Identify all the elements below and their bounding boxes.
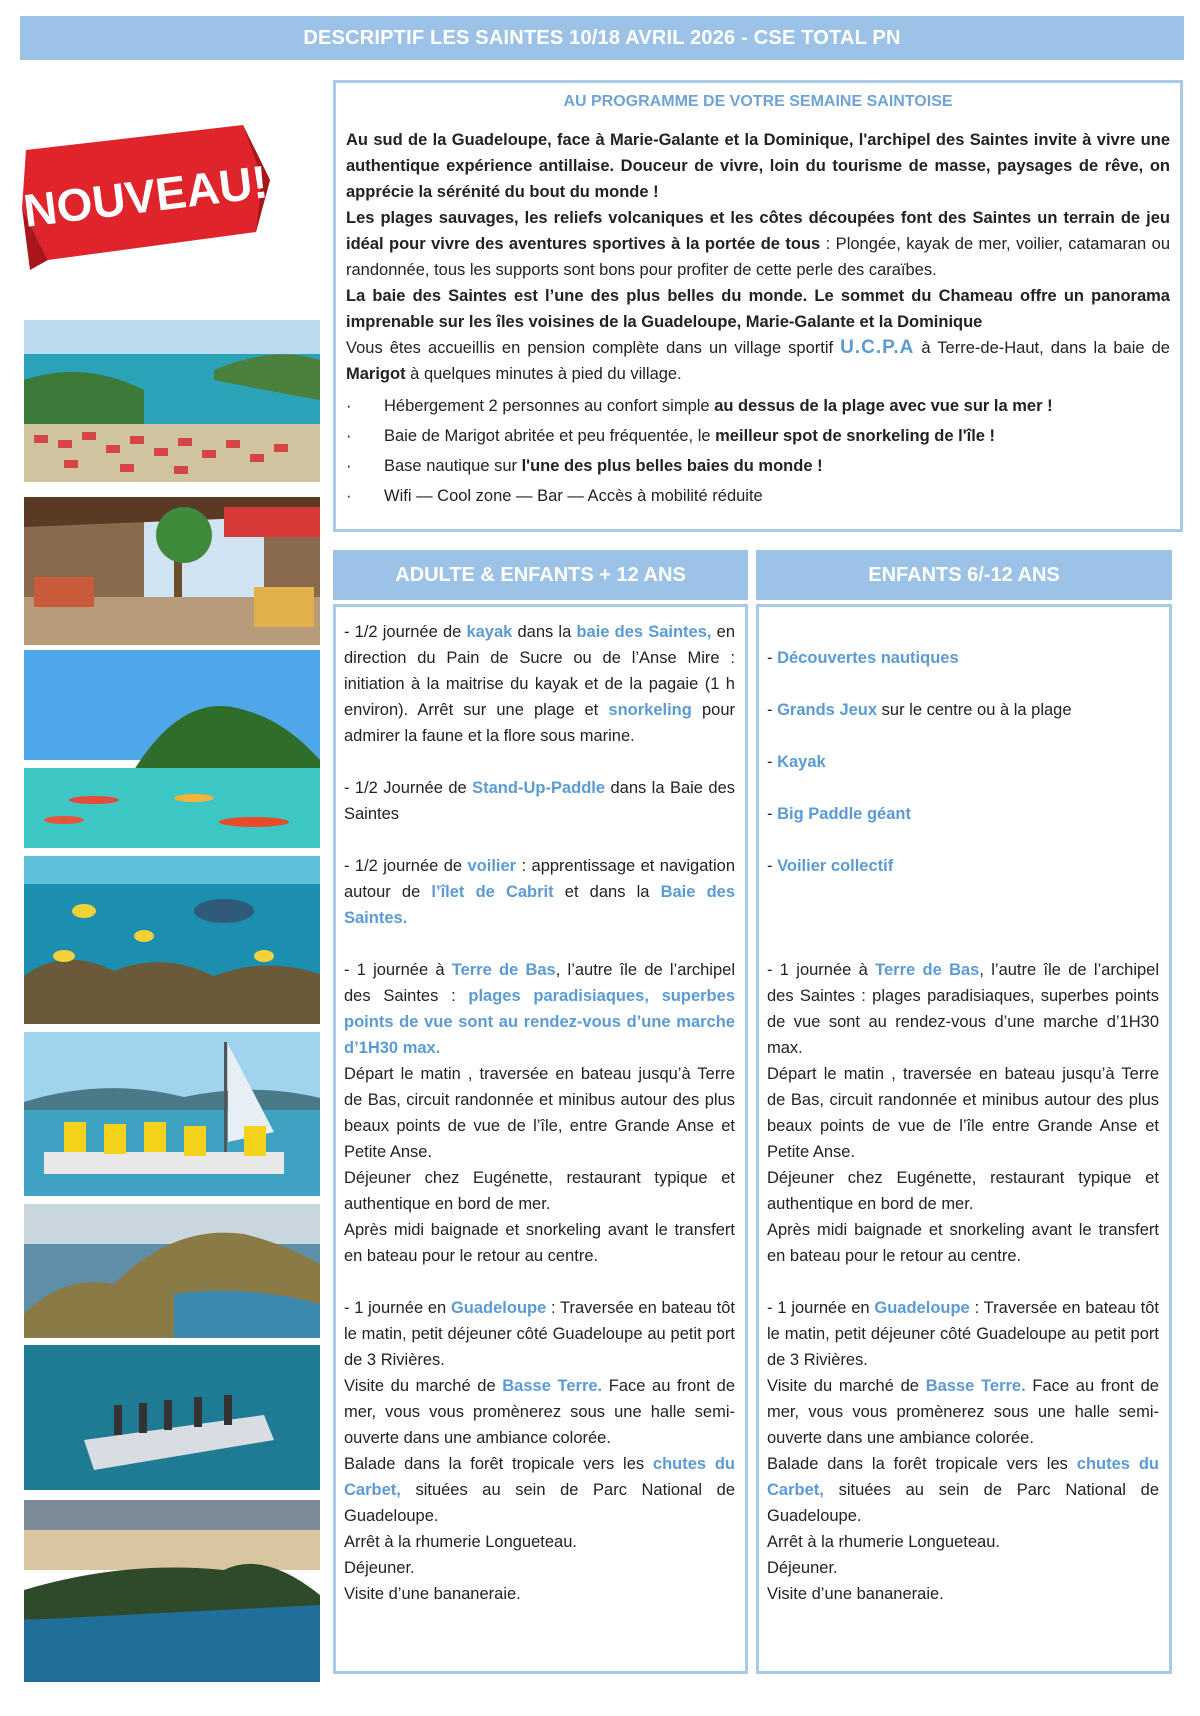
photo-kids-boat <box>24 1032 320 1196</box>
text: - <box>767 805 778 823</box>
highlight: Découvertes nautiques <box>777 649 959 667</box>
highlight: Grands Jeux <box>777 701 878 719</box>
adult-gua-line: Déjeuner. <box>344 1559 415 1577</box>
adult-voilier-item <box>344 853 735 931</box>
adult-gua-line: Visite d’une bananeraie. <box>344 1585 521 1603</box>
text: - <box>767 649 778 667</box>
marigot-label: Marigot <box>346 365 406 383</box>
photo-market-hall <box>24 497 320 645</box>
bullet-item <box>346 391 1170 421</box>
highlight: Baie des Saintes. <box>344 883 735 927</box>
highlight: Big Paddle géant <box>777 805 911 823</box>
kids-item <box>767 645 1159 671</box>
text: - <box>767 753 778 771</box>
highlight: snorkeling <box>608 701 692 719</box>
kids-column-header: ENFANTS 6/-12 ANS <box>756 550 1172 600</box>
bullet-bold: l'une des plus belles baies du monde ! <box>521 457 823 475</box>
bullet-item <box>346 451 1170 481</box>
bullet-text: Hébergement 2 personnes au confort simple <box>384 397 715 415</box>
bullet-text: Baie de Marigot abritée et peu fréquentée, le <box>384 427 716 445</box>
kids-item <box>767 697 1159 723</box>
bullet-text: Base nautique sur <box>384 457 522 475</box>
adult-tdb-line: Départ le matin , traversée en bateau jusqu’à Terre de Bas, circuit randonnée et minibus autour des plus beaux points de vue de l’île, entre Grande Anse et Petite Anse. <box>344 1065 735 1161</box>
kids-tdb-item <box>767 957 1159 1061</box>
adult-kayak-item <box>344 619 735 749</box>
nouveau-badge <box>18 120 276 270</box>
bullet-bold: meilleur spot de snorkeling de l'île ! <box>715 427 996 445</box>
programme-activities <box>346 205 1170 283</box>
adult-gua-line: Arrêt à la rhumerie Longueteau. <box>344 1533 577 1551</box>
text: - 1/2 journée de <box>344 623 467 641</box>
bullet-dot-icon: · <box>346 457 352 475</box>
programme-baie: La baie des Saintes est l’une des plus belles du monde. Le sommet du Chameau offre un panorama imprenable sur les îles voisines de la Guadeloupe, Marie-Galante et la Dominique <box>346 287 1170 331</box>
highlight: l’îlet de Cabrit <box>431 883 554 901</box>
highlight: voilier <box>467 857 517 875</box>
text: : Traversée en bateau tôt le matin, petit déjeuner côté Guadeloupe au petit port de 3 Rivières. <box>344 1299 735 1369</box>
text: - 1 journée en <box>767 1299 875 1317</box>
adult-sup-item <box>344 775 735 827</box>
photo-kayaks-beach <box>24 650 320 848</box>
programme-accueil <box>346 335 1170 387</box>
nouveau-text: NOUVEAU! <box>20 155 271 237</box>
kids-item <box>767 853 1159 879</box>
kids-gua-line <box>767 1451 1159 1529</box>
text: pour admirer la faune et la flore sous marine. <box>344 701 735 745</box>
kids-item <box>767 801 1159 827</box>
bullet-item <box>346 481 1170 511</box>
programme-activities-rest: : Plongée, kayak de mer, voilier, catamaran ou randonnée, tous les supports sont bons pour profiter de cette perle des caraïbes. <box>346 235 1170 279</box>
highlight: baie des Saintes, <box>576 623 712 641</box>
kids-gua-line <box>767 1373 1159 1451</box>
text: - 1 journée à <box>767 961 876 979</box>
text: - 1/2 journée de <box>344 857 468 875</box>
highlight: Terre de Bas <box>875 961 980 979</box>
highlight: Kayak <box>777 753 826 771</box>
text: , l’autre île de l’archipel des Saintes : <box>344 961 735 1005</box>
bullet-dot-icon: · <box>346 427 352 445</box>
kids-gua-line: Visite d’une bananeraie. <box>767 1585 944 1603</box>
adult-gua-line <box>344 1373 735 1451</box>
adult-tdb-line: Après midi baignade et snorkeling avant le transfert en bateau pour le retour au centre. <box>344 1221 735 1265</box>
text: , l’autre île de l’archipel des Saintes : plages paradisiaques, superbes points de vue sont au rendez-vous d’une marche d’1H30 max. <box>767 961 1159 1057</box>
highlight: Basse Terre. <box>502 1377 603 1395</box>
text: Visite du marché de <box>767 1377 926 1395</box>
kids-gua-line: Arrêt à la rhumerie Longueteau. <box>767 1533 1000 1551</box>
adult-column <box>333 604 748 1674</box>
highlight: chutes du Carbet, <box>767 1455 1159 1499</box>
adult-gua-item <box>344 1295 735 1373</box>
highlight: kayak <box>466 623 513 641</box>
highlight: Voilier collectif <box>777 857 894 875</box>
text: dans la <box>512 623 577 641</box>
adult-tdb-item <box>344 957 735 1061</box>
adult-gua-line <box>344 1451 735 1529</box>
text: et dans la <box>553 883 661 901</box>
programme-intro: Au sud de la Guadeloupe, face à Marie-Galante et la Dominique, l'archipel des Saintes invite à vivre une authentique expérience antillaise. Douceur de vivre, loin du tourisme de masse, paysages de rêve, on apprécie la sérénité du bout du monde ! <box>346 131 1170 201</box>
highlight: Stand-Up-Paddle <box>472 779 606 797</box>
photo-snorkeling <box>24 856 320 1024</box>
text: : Traversée en bateau tôt le matin, petit déjeuner côté Guadeloupe au petit port de 3 Rivières. <box>767 1299 1159 1369</box>
text: Visite du marché de <box>344 1377 503 1395</box>
kids-tdb-line: Départ le matin , traversée en bateau jusqu’à Terre de Bas, circuit randonnée et minibus autour des plus beaux points de vue de l’île entre Grande Anse et Petite Anse. <box>767 1065 1159 1161</box>
nouveau-ribbon-icon <box>18 120 276 270</box>
text: - <box>767 857 778 875</box>
text: : apprentissage et navigation autour de <box>344 857 735 901</box>
text: sur le centre ou à la plage <box>877 701 1072 719</box>
ucpa-label: U.C.P.A <box>840 337 915 358</box>
text: - <box>767 701 778 719</box>
highlight: plages paradisiaques, superbes points de vue sont au rendez-vous d’une marche d’1H30 max. <box>344 987 735 1057</box>
bullet-dot-icon: · <box>346 487 352 505</box>
bullet-bold: au dessus de la plage avec vue sur la mer ! <box>714 397 1053 415</box>
text: situées au sein de Parc National de Guadeloupe. <box>767 1481 1159 1525</box>
bullet-text: Wifi — Cool zone — Bar — Accès à mobilité réduite <box>384 487 763 505</box>
text: - 1 journée à <box>344 961 452 979</box>
text: Balade dans la forêt tropicale vers les <box>767 1455 1077 1473</box>
adult-tdb-line: Déjeuner chez Eugénette, restaurant typique et authentique en bord de mer. <box>344 1169 735 1213</box>
text: Balade dans la forêt tropicale vers les <box>344 1455 653 1473</box>
accueil-text-c: à quelques minutes à pied du village. <box>405 365 682 383</box>
adult-column-header: ADULTE & ENFANTS + 12 ANS <box>333 550 748 600</box>
text: Face au front de mer, vous vous promènerez sous une halle semi-ouverte dans une ambiance colorée. <box>767 1377 1159 1447</box>
text: Face au front de mer, vous vous promènerez sous une halle semi-ouverte dans une ambiance colorée. <box>344 1377 735 1447</box>
bullet-item <box>346 421 1170 451</box>
page-title-banner: DESCRIPTIF LES SAINTES 10/18 AVRIL 2026 - CSE TOTAL PN <box>20 16 1184 60</box>
photo-big-paddle <box>24 1345 320 1490</box>
kids-tdb-line: Déjeuner chez Eugénette, restaurant typique et authentique en bord de mer. <box>767 1169 1159 1213</box>
highlight: chutes du Carbet, <box>344 1455 735 1499</box>
kids-item <box>767 749 1159 775</box>
programme-title: AU PROGRAMME DE VOTRE SEMAINE SAINTOISE <box>563 93 953 110</box>
accueil-text-a: Vous êtes accueillis en pension complète dans un village sportif <box>346 339 841 357</box>
kids-gua-item <box>767 1295 1159 1373</box>
text: dans la Baie des Saintes <box>344 779 735 823</box>
bullet-dot-icon: · <box>346 397 352 415</box>
programme-box <box>333 80 1183 532</box>
text: - 1 journée en <box>344 1299 451 1317</box>
photo-coast-sunset <box>24 1500 320 1682</box>
highlight: Guadeloupe <box>450 1299 547 1317</box>
kids-column <box>756 604 1172 1674</box>
accueil-text-b: à Terre-de-Haut, dans la baie de <box>914 339 1170 357</box>
kids-tdb-line: Après midi baignade et snorkeling avant le transfert en bateau pour le retour au centre. <box>767 1221 1159 1265</box>
highlight: Basse Terre. <box>925 1377 1026 1395</box>
highlight: Terre de Bas <box>451 961 556 979</box>
text: en direction du Pain de Sucre ou de l’Anse Mire : initiation à la maitrise du kayak et de la pagaie (1 h environ). Arrêt sur une plage et <box>344 623 735 719</box>
highlight: Guadeloupe <box>874 1299 970 1317</box>
text: - 1/2 Journée de <box>344 779 473 797</box>
kids-gua-line: Déjeuner. <box>767 1559 838 1577</box>
photo-aerial-island <box>24 1204 320 1338</box>
programme-activities-bold: Les plages sauvages, les reliefs volcaniques et les côtes découpées font des Saintes un terrain de jeu idéal pour vivre des aventures sportives à la portée de tous <box>346 209 1170 253</box>
text: situées au sein de Parc National de Guadeloupe. <box>344 1481 735 1525</box>
photo-bay-village <box>24 320 320 482</box>
